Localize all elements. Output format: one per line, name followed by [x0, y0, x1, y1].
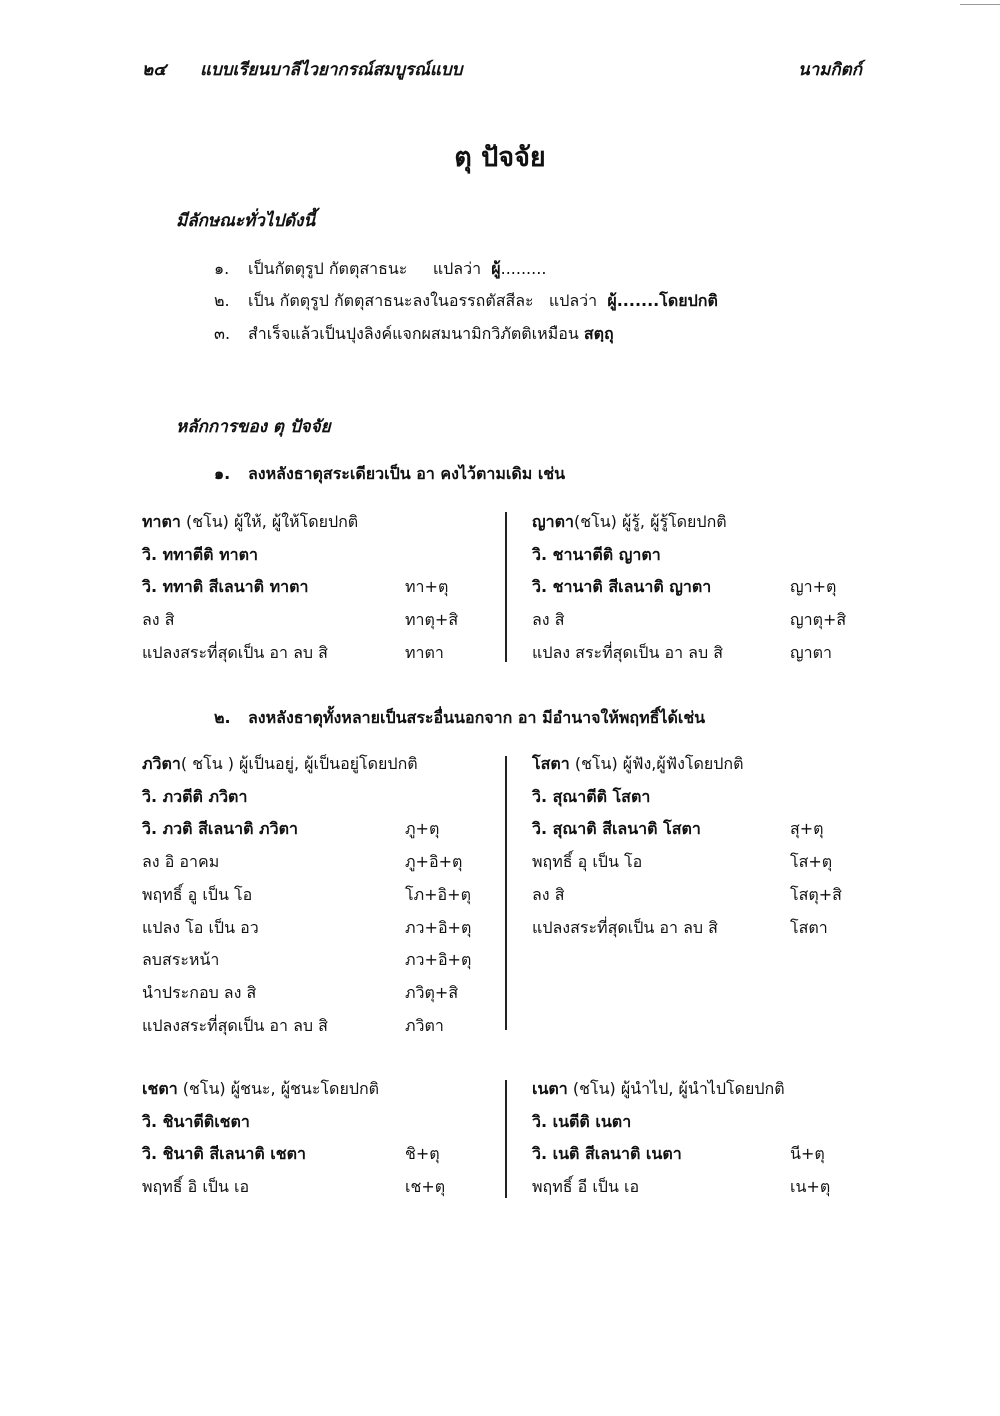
characteristic-item-2 — [214, 289, 718, 314]
item-number: ๑. — [214, 259, 230, 278]
example-line — [142, 1077, 379, 1102]
example-line — [142, 608, 174, 633]
example-line — [142, 575, 309, 600]
derivation-value: ภว+อิ+ตุ — [405, 950, 472, 969]
item-text: เป็นกัตตุรูป กัตตุสาธนะ — [248, 259, 408, 278]
rule-1 — [214, 462, 565, 487]
word-term: เนตา — [532, 1079, 568, 1098]
line-text: (ชโน) ผู้นำไป, ผู้นำไปโดยปกติ — [567, 1079, 785, 1098]
word-term: วิ. ชานาติ สีเลนาติ ญาตา — [532, 577, 712, 596]
characteristics-heading: มีลักษณะทั่วไปดังนี้ — [176, 211, 316, 231]
item-tail-bold: ผู้ — [491, 259, 501, 278]
derivation-value: นี+ตุ — [790, 1144, 825, 1163]
example-line — [532, 850, 642, 875]
rule-text: ลงหลังธาตุทั้งหลายเป็นสระอื่นนอกจาก อา มีอำนาจให้พฤทธิ์ได้เช่น — [248, 708, 706, 727]
word-term: วิ. สุณาตีติ โสตา — [532, 787, 651, 806]
example-line — [532, 817, 701, 842]
line-text: (ชโน) ผู้รู้, ผู้รู้โดยปกติ — [574, 512, 727, 531]
line-text: ลบสระหน้า — [142, 950, 220, 969]
line-text: พฤทธิ์ อิ เป็น เอ — [142, 1177, 250, 1196]
example-line — [532, 575, 711, 600]
book-title: แบบเรียนบาลีไวยากรณ์สมบูรณ์แบบ — [200, 60, 463, 80]
line-text: ลง สิ — [142, 610, 175, 629]
example-line — [142, 752, 418, 777]
example-line — [532, 1142, 682, 1167]
word-term: วิ. สุณาติ สีเลนาติ โสตา — [532, 819, 701, 838]
example-line — [532, 916, 718, 941]
derivation-value: ภวิตา — [405, 1016, 444, 1035]
example-line — [142, 543, 258, 568]
derivation-value: โสตุ+สิ — [790, 885, 842, 904]
example-line — [532, 1175, 639, 1200]
derivation-value: ชิ+ตุ — [405, 1144, 440, 1163]
derivation-value: ทาตุ+สิ — [405, 610, 459, 629]
word-term: วิ. เนตีติ เนตา — [532, 1112, 632, 1131]
example-line — [142, 641, 328, 666]
scan-edge-mark — [960, 4, 1000, 5]
page-number: ๒๔ — [142, 60, 167, 80]
example-line — [142, 916, 259, 941]
derivation-value: ญา+ตุ — [790, 577, 837, 596]
line-text: แปลงสระที่สุดเป็น อา ลบ สิ — [142, 643, 328, 662]
derivation-value: ภวิตุ+สิ — [405, 983, 459, 1002]
line-text: ลง อิ อาคม — [142, 852, 220, 871]
word-term: วิ. ททาตีติ ทาตา — [142, 545, 258, 564]
derivation-value: สุ+ตุ — [790, 819, 824, 838]
column-divider — [505, 512, 507, 662]
example-line — [142, 1014, 328, 1039]
word-term: วิ. ชานาตีติ ญาตา — [532, 545, 661, 564]
word-term: วิ. ภวติ สีเลนาติ ภวิตา — [142, 819, 298, 838]
line-text: แปลงสระที่สุดเป็น อา ลบ สิ — [142, 1016, 328, 1035]
derivation-value: ภู+ตุ — [405, 819, 440, 838]
example-line — [142, 981, 256, 1006]
example-line — [532, 543, 661, 568]
item-tail-bold: สตฺถุ — [583, 324, 614, 343]
line-text: นำประกอบ ลง สิ — [142, 983, 257, 1002]
page-title: ตุ ปัจจัย — [454, 142, 546, 173]
word-term: วิ. ภวตีติ ภวิตา — [142, 787, 248, 806]
item-tail-bold: ผู้.......โดยปกติ — [607, 291, 718, 310]
line-text: พฤทธิ์ อี เป็น เอ — [532, 1177, 640, 1196]
example-line — [142, 1110, 250, 1135]
derivation-value: ญาตุ+สิ — [790, 610, 847, 629]
column-divider — [505, 756, 507, 1030]
rule-number: ๑. — [214, 464, 231, 483]
example-line — [142, 1175, 249, 1200]
rule-number: ๒. — [214, 708, 231, 727]
derivation-value: โส+ตุ — [790, 852, 833, 871]
line-text: แปลง โอ เป็น อว — [142, 918, 259, 937]
example-line — [532, 608, 564, 633]
derivation-value: ทาตา — [405, 643, 444, 662]
derivation-value: ญาตา — [790, 643, 832, 662]
example-line — [142, 850, 219, 875]
example-line — [142, 1142, 306, 1167]
word-term: วิ. ชินาตีติเชตา — [142, 1112, 250, 1131]
derivation-value: โสตา — [790, 918, 828, 937]
line-text: ( ชโน ) ผู้เป็นอยู่, ผู้เป็นอยู่โดยปกติ — [180, 754, 418, 773]
example-line — [142, 948, 219, 973]
example-line — [532, 752, 744, 777]
line-text: (ชโน) ผู้ชนะ, ผู้ชนะโดยปกติ — [177, 1079, 380, 1098]
example-line — [142, 785, 247, 810]
line-text: พฤทธิ์ อู เป็น โอ — [142, 885, 253, 904]
chapter-title: นามกิตก์ — [798, 60, 862, 80]
line-text: แปลง สระที่สุดเป็น อา ลบ สิ — [532, 643, 723, 662]
characteristic-item-3 — [214, 322, 614, 347]
word-term: วิ. ททาติ สีเลนาติ ทาตา — [142, 577, 309, 596]
derivation-value: โภ+อิ+ตุ — [405, 885, 471, 904]
column-divider — [505, 1080, 507, 1198]
line-text: (ชโน) ผู้ให้, ผู้ให้โดยปกติ — [180, 512, 359, 531]
item-gap-text: แปลว่า — [548, 291, 598, 310]
example-line — [532, 883, 564, 908]
example-line — [142, 883, 252, 908]
example-line — [532, 785, 650, 810]
line-text: (ชโน) ผู้ฟัง,ผู้ฟังโดยปกติ — [569, 754, 744, 773]
rule-2 — [214, 706, 705, 731]
item-tail: ......... — [500, 259, 547, 278]
derivation-value: ภว+อิ+ตุ — [405, 918, 472, 937]
item-text: เป็น กัตตุรูป กัตตุสาธนะลงในอรรถตัสสีละ — [248, 291, 534, 310]
example-line — [142, 817, 298, 842]
line-text: ลง สิ — [532, 885, 565, 904]
example-line — [532, 1110, 631, 1135]
rule-text: ลงหลังธาตุสระเดียวเป็น อา คงไว้ตามเดิม เช่น — [248, 464, 566, 483]
derivation-value: ภู+อิ+ตุ — [405, 852, 463, 871]
word-term: โสตา — [532, 754, 570, 773]
item-number: ๒. — [214, 291, 230, 310]
word-term: วิ. ชินาติ สีเลนาติ เชตา — [142, 1144, 306, 1163]
characteristic-item-1 — [214, 257, 546, 282]
derivation-value: ทา+ตุ — [405, 577, 449, 596]
line-text: พฤทธิ์ อุ เป็น โอ — [532, 852, 643, 871]
derivation-value: เช+ตุ — [405, 1177, 446, 1196]
item-gap-text: แปลว่า — [432, 259, 482, 278]
example-line — [532, 510, 727, 535]
example-line — [142, 510, 358, 535]
derivation-value: เน+ตุ — [790, 1177, 831, 1196]
principles-heading: หลักการของ ตุ ปัจจัย — [176, 417, 331, 437]
item-text: สำเร็จแล้วเป็นปุงลิงค์แจกผสมนามิกวิภัตติเหมือน — [248, 324, 579, 343]
word-term: วิ. เนติ สีเลนาติ เนตา — [532, 1144, 682, 1163]
word-term: ทาตา — [142, 512, 181, 531]
line-text: แปลงสระที่สุดเป็น อา ลบ สิ — [532, 918, 718, 937]
word-term: ภวิตา — [142, 754, 181, 773]
example-line — [532, 641, 723, 666]
example-line — [532, 1077, 785, 1102]
line-text: ลง สิ — [532, 610, 565, 629]
word-term: ญาตา — [532, 512, 574, 531]
word-term: เชตา — [142, 1079, 178, 1098]
item-number: ๓. — [214, 324, 231, 343]
